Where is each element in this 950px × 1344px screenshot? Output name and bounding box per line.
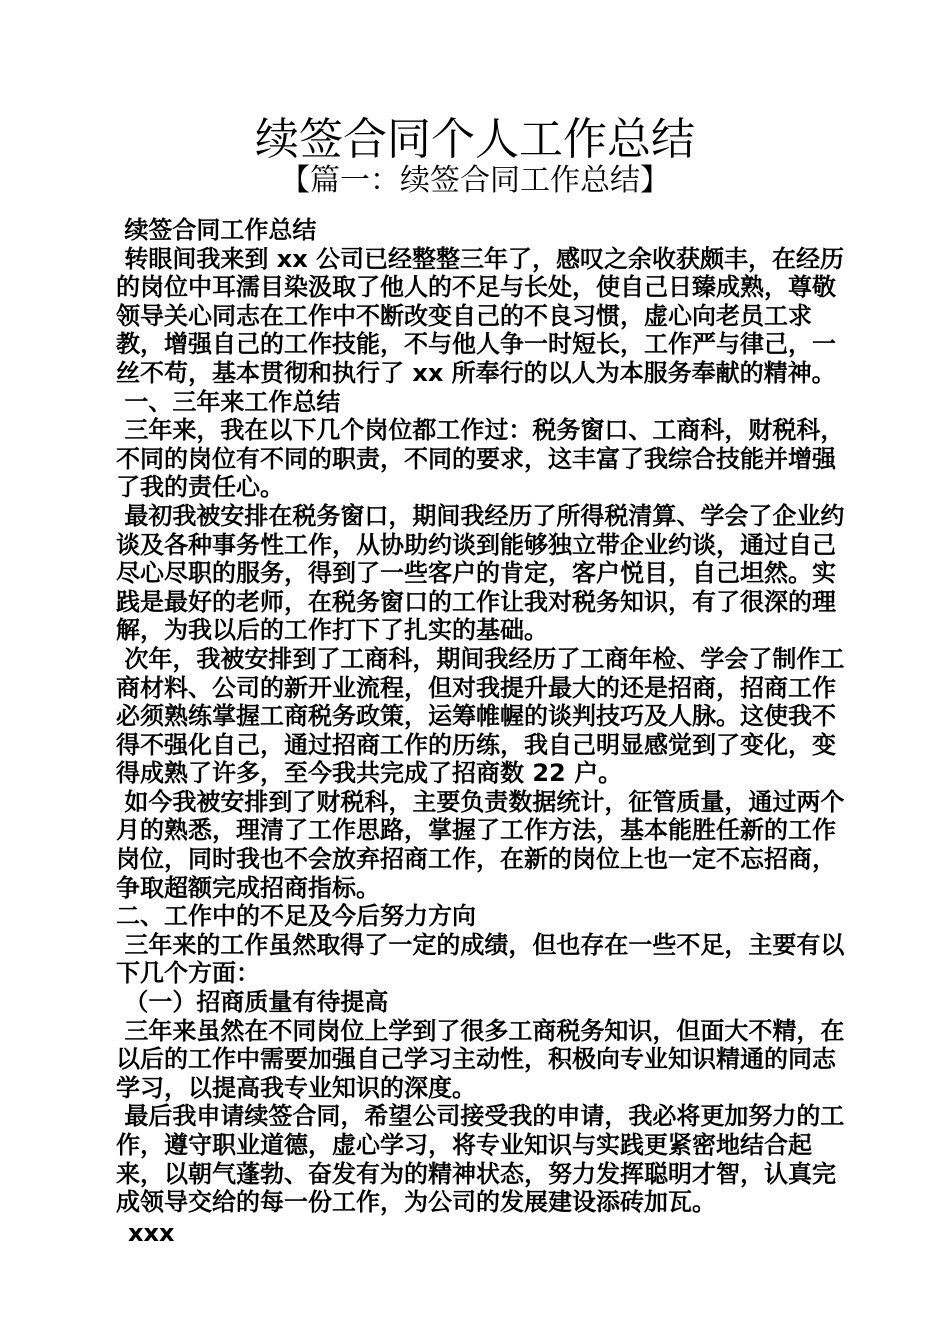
body-paragraph: 如今我被安排到了财税科，主要负责数据统计，征管质量，通过两个月的熟悉，理清了工作思路，掌握了工作方法，基本能胜任新的工作岗位，同时我也不会放弃招商工作，在新的岗位上也一定不忘招商，争取超额完成招商指标。 [116, 787, 845, 902]
section-heading-two: 二、工作中的不足及今后努力方向 [116, 902, 476, 931]
body-paragraph: 三年来虽然在不同岗位上学到了很多工商税务知识，但面大不精，在以后的工作中需要加强自己学习主动性，积极向专业知识精通的同志学习，以提高我专业知识的深度。 [116, 1016, 845, 1102]
body-paragraph: 最初我被安排在税务窗口，期间我经历了所得税清算、学会了企业约谈及各种事务性工作，从协助约谈到能够独立带企业约谈，通过自己尽心尽职的服务，得到了一些客户的肯定，客户悦目，自己坦然。实践是最好的老师，在税务窗口的工作让我对税务知识，有了很深的理解，为我以后的工作打下了扎实的基础。 [116, 501, 845, 645]
body-paragraph: 转眼间我来到 xx 公司已经整整三年了，感叹之余收获颇丰，在经历的岗位中耳濡目染汲取了他人的不足与长处，使自己日臻成熟，尊敬领导关心同志在工作中不断改变自己的不良习惯，虚心向老员工求教，增强自己的工作技能，不与他人争一时短长，工作严与律己，一丝不苟，基本贯彻和执行了 xx 所奉行的以人为本服务奉献的精神。 [116, 244, 845, 387]
document-subtitle: 【篇一：续签合同工作总结】 [280, 163, 670, 198]
document-body [116, 216, 848, 1247]
body-paragraph: 次年，我被安排到了工商科，期间我经历了工商年检、学会了制作工商材料、公司的新开业流程，但对我提升最大的还是招商，招商工作必须熟练掌握工商税务政策，运筹帷幄的谈判技巧及人脉。这使我不得不强化自己，通过招商工作的历练，我自己明显感觉到了变化，变得成熟了许多，至今我共完成了招商数 22 户。 [116, 644, 845, 788]
section-heading-one: 一、三年来工作总结 [116, 387, 341, 416]
body-paragraph: 三年来的工作虽然取得了一定的成绩，但也存在一些不足，主要有以下几个方面： [116, 930, 845, 988]
sub-heading-investment-quality: （一）招商质量有待提高 [116, 988, 389, 1017]
signature: xxx [128, 1218, 175, 1247]
section-heading-contract-summary: 续签合同工作总结 [116, 216, 317, 244]
body-paragraph: 三年来，我在以下几个岗位都工作过：税务窗口、工商科，财税科，不同的岗位有不同的职责，不同的要求，这丰富了我综合技能并增强了我的责任心。 [116, 416, 845, 502]
body-paragraph: 最后我申请续签合同，希望公司接受我的申请，我必将更加努力的工作，遵守职业道德，虚心学习，将专业知识与实践更紧密地结合起来，以朝气蓬勃、奋发有为的精神状态，努力发挥聪明才智，认真完成领导交给的每一份工作，为公司的发展建设添砖加瓦。 [116, 1102, 845, 1217]
document-title: 续签合同个人工作总结 [255, 114, 695, 165]
